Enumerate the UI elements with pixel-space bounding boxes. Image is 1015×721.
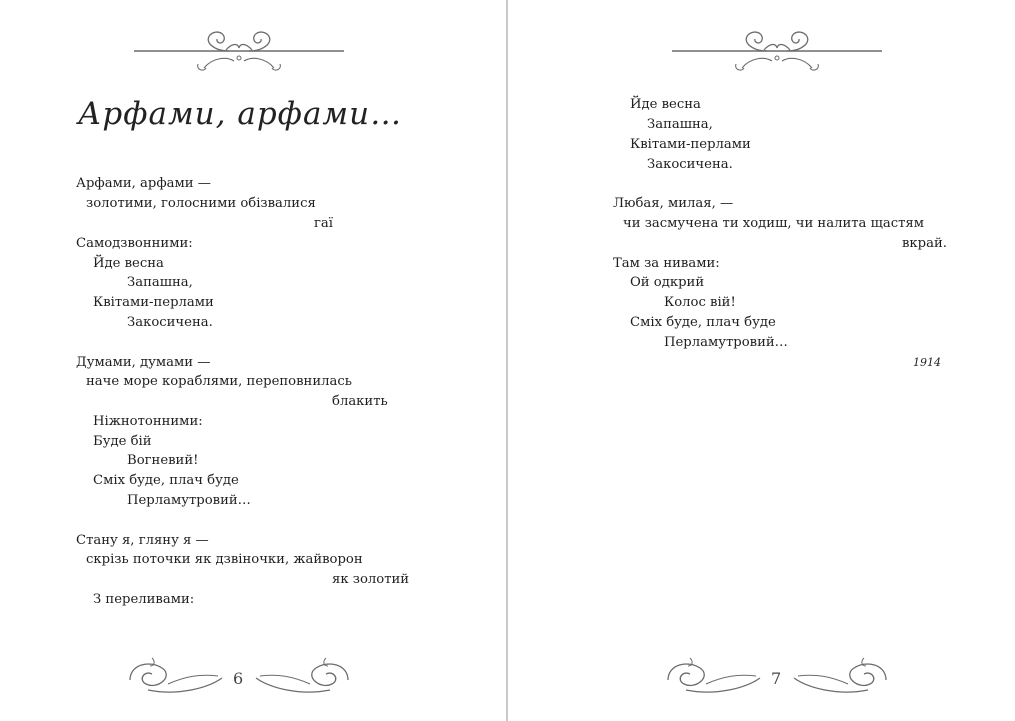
top-flourish-ornament [672,28,882,74]
poem-line: золотими, голосними обізвалися [86,196,316,211]
poem-line: Буде бій [93,434,152,449]
poem-line: наче море кораблями, переповнилась [86,374,352,389]
poem-line: Самодзвонними: [76,236,193,251]
left-page [0,0,507,721]
poem-line: Любая, милая, — [613,196,734,211]
right-page [509,0,1015,721]
poem-line: Закосичена. [647,157,733,172]
poem-title: Арфами, арфами… [77,96,403,132]
poem-line: як золотий [332,572,410,587]
poem-line: Стану я, гляну я — [76,533,209,548]
poem-line: Закосичена. [127,315,213,330]
poem-line: З переливами: [93,592,195,607]
poem-line: Квітами-перлами [630,137,751,152]
poem-line: Сміх буде, плач буде [93,473,239,488]
poem-line: блакить [332,394,388,409]
top-flourish-ornament [134,28,344,74]
poem-line: Сміх буде, плач буде [630,315,776,330]
page-number: 6 [233,669,244,688]
poem-line: Перламутровий… [127,493,251,508]
poem-line: Йде весна [630,97,701,112]
poem-date: 1914 [913,356,941,369]
poem-line: Йде весна [93,256,164,271]
poem-line: Арфами, арфами — [76,176,211,191]
page-number: 7 [771,669,782,688]
poem-line: Перламутровий… [664,335,788,350]
poem-line: Квітами-перлами [93,295,214,310]
poem-line: Ой одкрий [630,275,705,290]
poem-line: гаї [314,216,333,231]
poem-line: Думами, думами — [76,355,211,370]
poem-line: Вогневий! [127,453,199,468]
poem-line: вкрай. [902,236,947,251]
poem-line: Там за нивами: [613,256,720,271]
poem-line: Запашна, [127,275,193,290]
book-gutter [506,0,508,721]
poem-line: Запашна, [647,117,713,132]
poem-line: скрізь поточки як дзвіночки, жайворон [86,552,363,567]
poem-line: чи засмучена ти ходиш, чи налита щастям [623,216,924,231]
poem-line: Колос вій! [664,295,736,310]
poem-line: Ніжнотонними: [93,414,203,429]
